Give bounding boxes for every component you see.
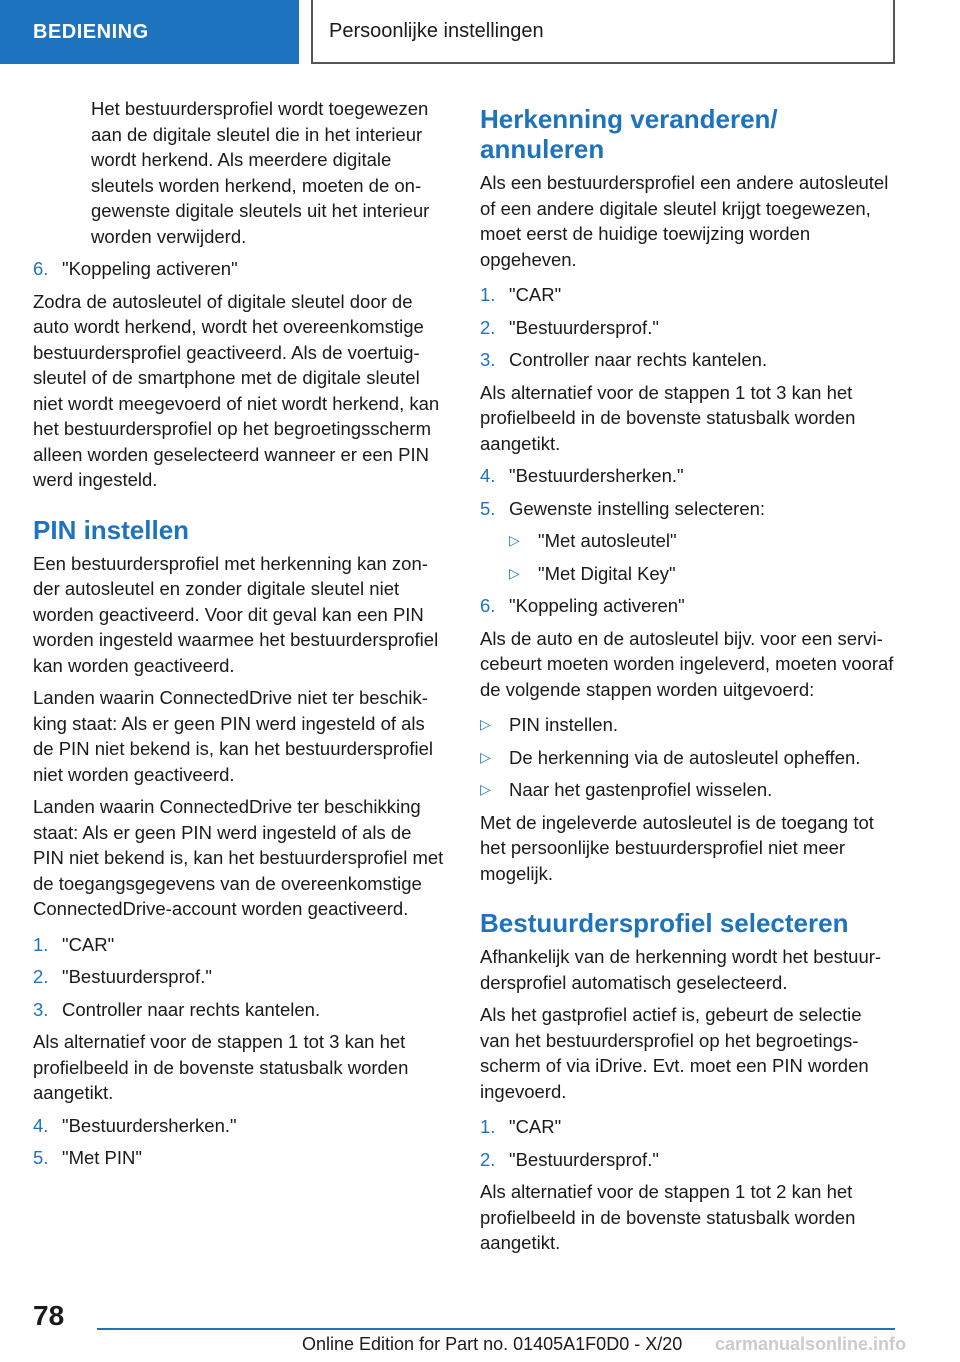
- step-list: [480, 282, 896, 373]
- right-column: [480, 96, 896, 1263]
- intro-paragraph: Het bestuurdersprofiel wordt toegewezen aan de digitale sleutel die in het interieur wordt herkend. Als meerdere digitale sleutels worden herkend, moeten de ongewenste digitale sleutels uit het interieur worden verwijderd.: [91, 98, 430, 247]
- step-number: 2.: [480, 1148, 496, 1170]
- step-number: 5.: [480, 497, 496, 519]
- list-item: [480, 282, 896, 308]
- triangle-bullet-icon: ▷: [480, 748, 491, 765]
- step-number: 4.: [33, 1114, 49, 1136]
- step-text: "Bestuurdersherken.": [509, 465, 684, 486]
- step-number: 1.: [480, 1116, 496, 1137]
- step-note: Als alternatief voor de stappen 1 tot 3 kan het profielbeeld in de bovenste statusbalk worden aangetikt.: [33, 1031, 409, 1103]
- bullet-text: PIN instellen.: [509, 714, 618, 735]
- step-text: "Bestuurdersprof.": [509, 1148, 659, 1170]
- triangle-bullet-icon: ▷: [480, 716, 491, 732]
- footer-divider: [97, 1328, 895, 1330]
- page-number: 78: [33, 1300, 65, 1331]
- step-number: 1.: [480, 284, 496, 305]
- step-text: Controller naar rechts kantelen.: [509, 349, 768, 370]
- list-item: [480, 347, 896, 373]
- step-number: 2.: [480, 316, 496, 338]
- paragraph: Een bestuurdersprofiel met herkenning kan zonder autosleutel en zonder digitale sleutel niet worden geactiveerd. Voor dit geval kan een PIN worden ingesteld waarmee het bestuurdersprofiel kan worden geactiveerd.: [33, 552, 439, 676]
- list-item: [480, 593, 896, 619]
- section-tab: BEDIENING: [0, 0, 299, 64]
- step-text: "CAR": [62, 933, 115, 955]
- triangle-bullet-icon: ▷: [480, 781, 491, 797]
- step-number: 3.: [480, 349, 496, 370]
- paragraph: Landen waarin ConnectedDrive ter beschikking staat: Als er geen PIN werd ingesteld of als de PIN niet bekend is, kan het bestuurdersprofiel met de toegangsgegevens van de overeenkomstige ConnectedDrive-account worden geactiveerd.: [33, 796, 444, 919]
- bullet-text: "Met Digital Key": [538, 562, 676, 584]
- footer-edition: Online Edition for Part no. 01405A1F0D0 - X/20: [302, 1334, 683, 1354]
- section-heading-herkenning: Herkenning veranderen/ annuleren: [480, 104, 778, 164]
- step-number: 6.: [480, 595, 496, 616]
- step-note: Als alternatief voor de stappen 1 tot 2 kan het profielbeeld in de bovenste statusbalk worden aangetikt.: [480, 1181, 856, 1253]
- step-number: 6.: [33, 258, 49, 279]
- section-heading-pin: PIN instellen: [33, 514, 190, 545]
- bullet-text: De herkenning via de autosleutel opheffen.: [509, 746, 861, 768]
- list-item: [480, 463, 896, 489]
- step-number: 2.: [33, 966, 49, 987]
- step-number: 4.: [480, 465, 496, 486]
- paragraph: Als de auto en de autosleutel bijv. voor een servicebeurt moeten worden ingeleverd, moeten vooraf de volgende stappen worden uitgevoerd:: [480, 627, 894, 700]
- bullet-text: "Met autosleutel": [538, 530, 677, 551]
- step-text: "Bestuurdersprof.": [62, 966, 212, 987]
- step-number: 5.: [33, 1147, 49, 1168]
- list-item: [480, 745, 896, 771]
- list-item: [509, 528, 896, 554]
- list-item: [33, 256, 447, 282]
- step-list: [480, 1114, 896, 1172]
- step-list: [480, 593, 896, 619]
- list-item: [33, 1145, 447, 1171]
- step-list: [33, 932, 447, 1023]
- triangle-bullet-icon: ▷: [509, 564, 520, 581]
- step-text: "Bestuurdersprof.": [509, 316, 659, 338]
- list-item: [480, 315, 896, 341]
- list-item: [33, 1113, 447, 1139]
- step-list: [480, 463, 896, 521]
- paragraph: Zodra de autosleutel of digitale sleutel door de auto wordt herkend, wordt het overeenkomstige bestuurdersprofiel geactiveerd. Als de voertuigsleutel of de smartphone met de digitale sleutel niet wordt meegevoerd of niet wordt herkend, kan het bestuurdersprofiel op het begroetingsscherm alleen worden geselecteerd wanneer er een PIN werd ingesteld.: [33, 290, 440, 490]
- list-item: [33, 997, 447, 1023]
- list-item: [480, 712, 896, 738]
- step-list: [33, 1113, 447, 1171]
- list-item: [33, 964, 447, 990]
- bullet-text: Naar het gastenprofiel wisselen.: [509, 779, 773, 800]
- step-text: "Koppeling activeren": [62, 258, 238, 279]
- paragraph: Afhankelijk van de herkenning wordt het bestuurdersprofiel automatisch geselecteerd.: [480, 946, 882, 993]
- watermark-text: carmanualsonline.info: [715, 1334, 907, 1354]
- step-text: Controller naar rechts kantelen.: [62, 998, 321, 1020]
- step-text: "Koppeling activeren": [509, 595, 685, 616]
- list-item: [33, 932, 447, 958]
- list-item: [480, 496, 896, 522]
- left-column: [33, 96, 447, 1178]
- step-text: Gewenste instelling selecteren:: [509, 497, 766, 519]
- step-text: "CAR": [509, 284, 562, 305]
- list-item: [509, 561, 896, 587]
- paragraph: Als het gastprofiel actief is, gebeurt de selectie van het bestuurdersprofiel op het begroetingsscherm of via iDrive. Evt. moet een PIN worden ingevoerd.: [480, 1004, 869, 1102]
- triangle-bullet-icon: ▷: [509, 532, 520, 548]
- list-item: [480, 1114, 896, 1140]
- step-number: 3.: [33, 998, 49, 1020]
- paragraph: Landen waarin ConnectedDrive niet ter beschikking staat: Als er geen PIN werd ingesteld of als de PIN niet bekend is, kan het bestuurdersprofiel niet worden geactiveerd.: [33, 687, 434, 785]
- page-title: Persoonlijke instellingen: [311, 0, 895, 64]
- step-text: "Met PIN": [62, 1147, 142, 1168]
- step-text: "CAR": [509, 1116, 562, 1137]
- step-note: Als alternatief voor de stappen 1 tot 3 kan het profielbeeld in de bovenste statusbalk worden aangetikt.: [480, 381, 856, 454]
- step-text: "Bestuurdersherken.": [62, 1114, 237, 1136]
- paragraph: Als een bestuurdersprofiel een andere autosleutel of een andere digitale sleutel krijgt toegewezen, moet eerst de huidige toewijzing worden opgeheven.: [480, 172, 889, 270]
- sub-bullet-list: [509, 528, 896, 586]
- list-item: [480, 1147, 896, 1173]
- step-list: [33, 256, 447, 282]
- paragraph: Met de ingeleverde autosleutel is de toegang tot het persoonlijke bestuurdersprofiel niet meer mogelijk.: [480, 811, 874, 884]
- bullet-list: [480, 712, 896, 803]
- section-heading-selecteren: Bestuurdersprofiel selecteren: [480, 908, 849, 938]
- step-number: 1.: [33, 933, 49, 955]
- list-item: [480, 777, 896, 803]
